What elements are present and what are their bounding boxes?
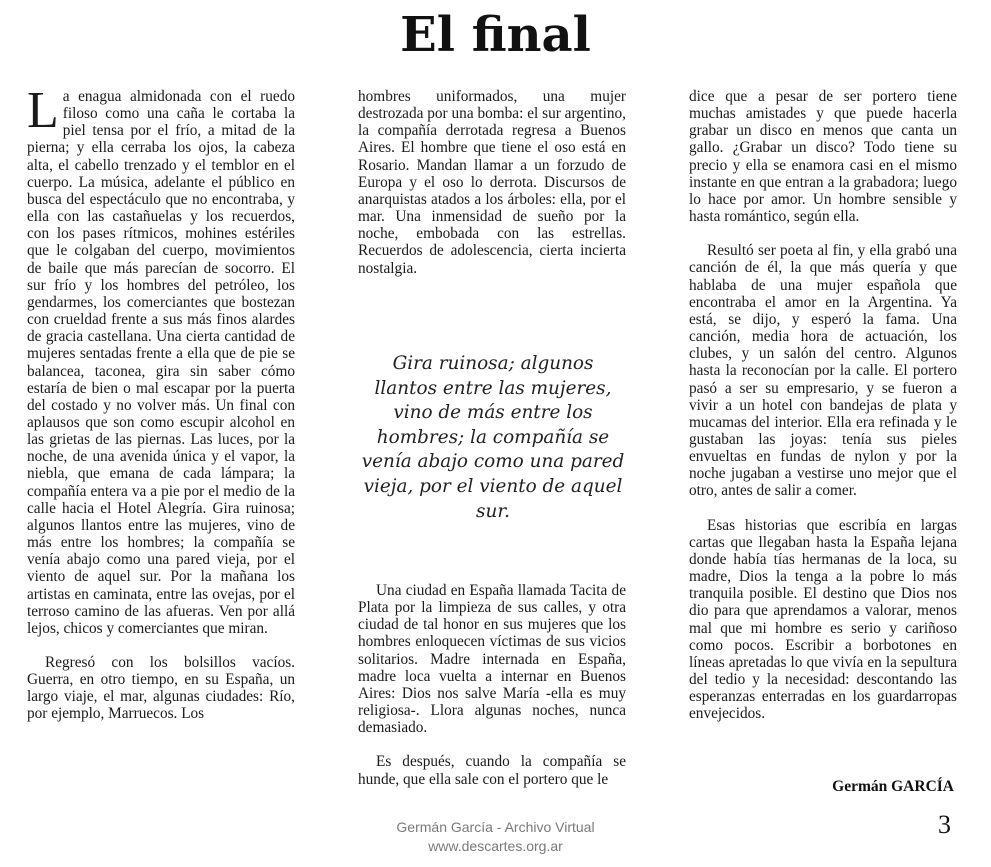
column-2 [358, 88, 626, 294]
paragraph: hombres uniformados, una mujer destrozada por una bomba: el sur argentino, la compañía derrotada regresa a Buenos Aires. El hombre que tiene el oso está en Rosario. Mandan llamar a un forzudo de Europa y el oso lo derrota. Discursos de anarquistas atados a los árboles: ella, por el mar. Una inmensidad de sueño por la noche, embobada con las estrellas. Recuerdos de adolescencia, cierta incierta nostalgia. [358, 88, 626, 277]
paragraph: Resultó ser poeta al fin, y ella grabó una canción de él, la que más quería y que hablaba de una mujer española que encontraba el amor en la Argentina. Ya está, se dijo, y esperó la fama. Una canción, media hora de actuación, los clubes, y un salón del centro. Algunos hasta la reconocían por la calle. El portero pasó a ser su empresario, y se fueron a vivir a un hotel con bandejas de plata y mucamas del interior. Ella era refinada y le gustaban las joyas: tenía sus pieles envueltas en fundas de nylon y por la noche jugaban a vestirse uno mejor que el otro, antes de salir a comer. [689, 242, 957, 500]
paragraph: Esas historias que escribía en largas cartas que llegaban hasta la España lejana donde había tías hermanas de la loca, su madre, Dios la tenga a la pobre lo más tranquila posible. El destino que Dios nos dio para que aprendamos a valorar, menos mal que mi hombre es serio y cariñoso como pocos. Escribir a borbotones en líneas apretadas lo que vivía en la sepultura del tedio y la necesidad: descontando las esperanzas enterradas en los guardarropas envejecidos. [689, 516, 957, 723]
paragraph: dice que a pesar de ser portero tiene muchas amistades y que puede hacerla grabar un disco en menos que canta un gallo. ¿Grabar un disco? Todo tiene su precio y ella se enamora casi en el mismo instante en que entran a la grabadora; luego lo hace por amor. Un hombre sensible y hasta romántico, según ella. [689, 88, 957, 226]
article-title: El final [400, 7, 591, 63]
footer-archive-label: Germán García - Archivo Virtual [396, 819, 595, 835]
paragraph: Es después, cuando la compañía se hunde, que ella sale con el portero que le [358, 753, 626, 788]
paragraph: Una ciudad en España llamada Tacita de Plata por la limpieza de sus calles, y otra ciudad de tal honor en sus mujeres que los hombres enloquecen víctimas de sus vicios solitarios. Madre internada en España, madre loca vuelta a internar en Buenos Aires: Dios nos salve María -ella es muy religiosa-. Llora algunas noches, nunca demasiado. [358, 582, 626, 737]
footer-url: www.descartes.org.ar [428, 838, 563, 854]
page-footer [0, 818, 991, 856]
column-1 [27, 82, 295, 740]
page-number: 3 [938, 810, 951, 839]
paragraph [27, 82, 295, 637]
drop-cap: L [27, 82, 59, 139]
column-2-lower [358, 582, 626, 805]
author-signature: Germán GARCÍA [832, 778, 954, 795]
paragraph: Regresó con los bolsillos vacíos. Guerra, en otro tiempo, en su España, un largo viaje, el mar, algunas ciudades: Río, por ejemplo, Marruecos. Los [27, 654, 295, 723]
paragraph-text: a enagua almidonada con el ruedo filoso como una caña le cortaba la piel tensa por el frío, a mitad de la pierna; y ella cerraba los ojos, la cabeza alta, el cabello trenzado y el temblor en el cuerpo. La música, adelante el público en busca del espectáculo que no encontraba, y ella con las castañuelas y los recuerdos, con los pases rítmicos, mohines estériles que le colgaban del cuerpo, movimientos de baile que más parecían de socorro. El sur frío y los hombres del petróleo, los gendarmes, los comerciantes que bostezan con crueldad frente a sus más finos alardes de gracia castellana. Una cierta cantidad de mujeres sentadas frente a ella que de pie se balancea, taconea, gira sin saber cómo estaría de bien o mal escapar por la puerta del costado y no volver más. Un final con aplausos que son como escupir alcohol en las grietas de las piernas. Las luces, por la noche, de una avenida única y el vapor, la niebla, que emana de cada lámpara; la compañía entera va a pie por el medio de la calle hacia el Hotel Alegría. Gira ruinosa; algunos llantos entre las mujeres, vino de más entre los hombres; la compañía se venía abajo como una pared vieja, por el viento de aquel sur. Por la mañana los artistas en caminata, entre las ovejas, por el terroso camino de las afueras. Ven por allá lejos, chicos y comerciantes que miran. [27, 88, 295, 637]
column-3 [689, 88, 957, 739]
pull-quote: Gira ruinosa; algunos llantos entre las mujeres, vino de más entre los hombres; la compañía se venía abajo como una pared vieja, por el viento de aquel sur. [361, 353, 625, 522]
